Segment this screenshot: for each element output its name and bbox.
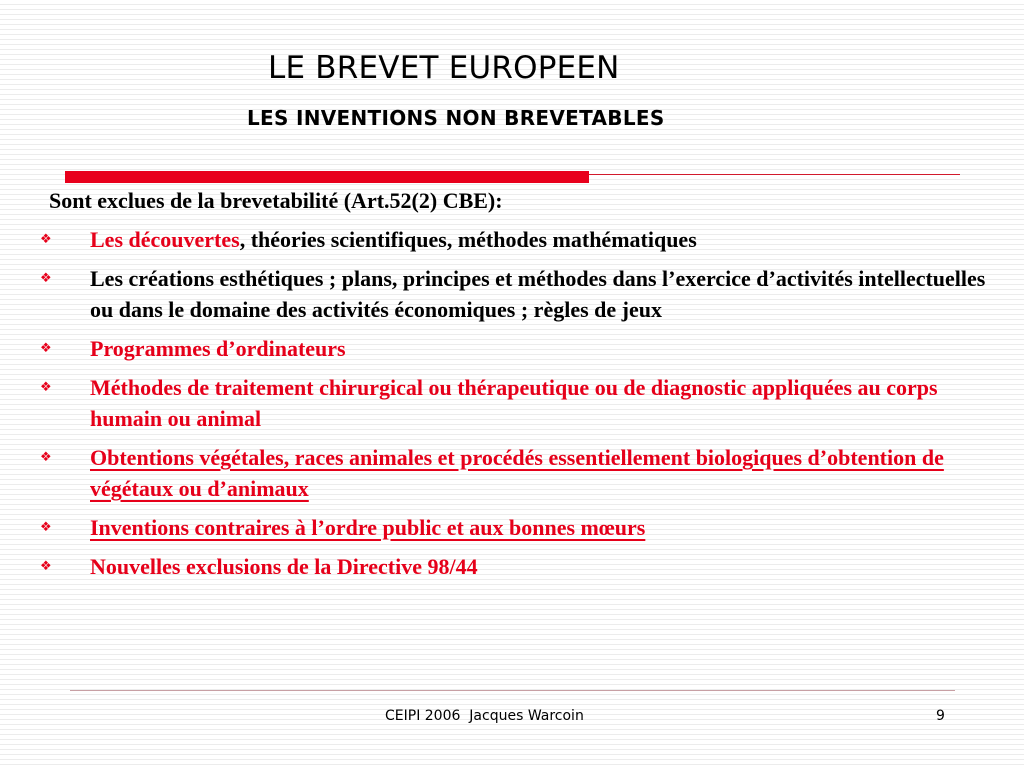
list-item-highlight: Les découvertes [90,227,240,252]
list-item-text: , théories scientifiques, méthodes mathématiques [239,227,697,252]
list-item [0,512,1024,543]
list-item [0,224,1024,255]
slide-title: LE BREVET EUROPEEN [268,50,620,86]
list-item-link[interactable]: Obtentions végétales, races animales et procédés essentiellement biologiques d’obtention de végétaux ou d’animaux [90,445,944,501]
list-item [0,333,1024,364]
diamond-bullet-icon: ❖ [40,520,52,535]
intro-text: Sont exclues de la brevetabilité (Art.52(2) CBE): [49,188,503,213]
diamond-bullet-icon: ❖ [40,341,52,356]
slide-subtitle: LES INVENTIONS NON BREVETABLES [247,106,665,130]
title-accent-bar [65,171,589,183]
list-item [0,263,1024,325]
title-divider-line [589,174,960,175]
list-item [0,442,1024,504]
list-item-text: Les créations esthétiques ; plans, principes et méthodes dans l’exercice d’activités intellectuelles ou dans le domaine des activités économiques ; règles de jeux [90,266,986,322]
footer-credit: CEIPI 2006 Jacques Warcoin [385,708,584,724]
list-item-link[interactable]: Inventions contraires à l’ordre public et aux bonnes mœurs [90,515,646,540]
diamond-bullet-icon: ❖ [40,450,52,465]
diamond-bullet-icon: ❖ [40,559,52,574]
exclusions-list [0,224,1024,590]
page-number: 9 [936,708,945,724]
diamond-bullet-icon: ❖ [40,380,52,395]
footer-divider-line [70,690,955,691]
list-item-text: Méthodes de traitement chirurgical ou thérapeutique ou de diagnostic appliquées au corps humain ou animal [90,375,938,431]
diamond-bullet-icon: ❖ [40,232,52,247]
list-item-text: Nouvelles exclusions de la Directive 98/44 [90,554,478,579]
diamond-bullet-icon: ❖ [40,271,52,286]
list-item [0,551,1024,582]
list-item-text: Programmes d’ordinateurs [90,336,346,361]
list-item [0,372,1024,434]
